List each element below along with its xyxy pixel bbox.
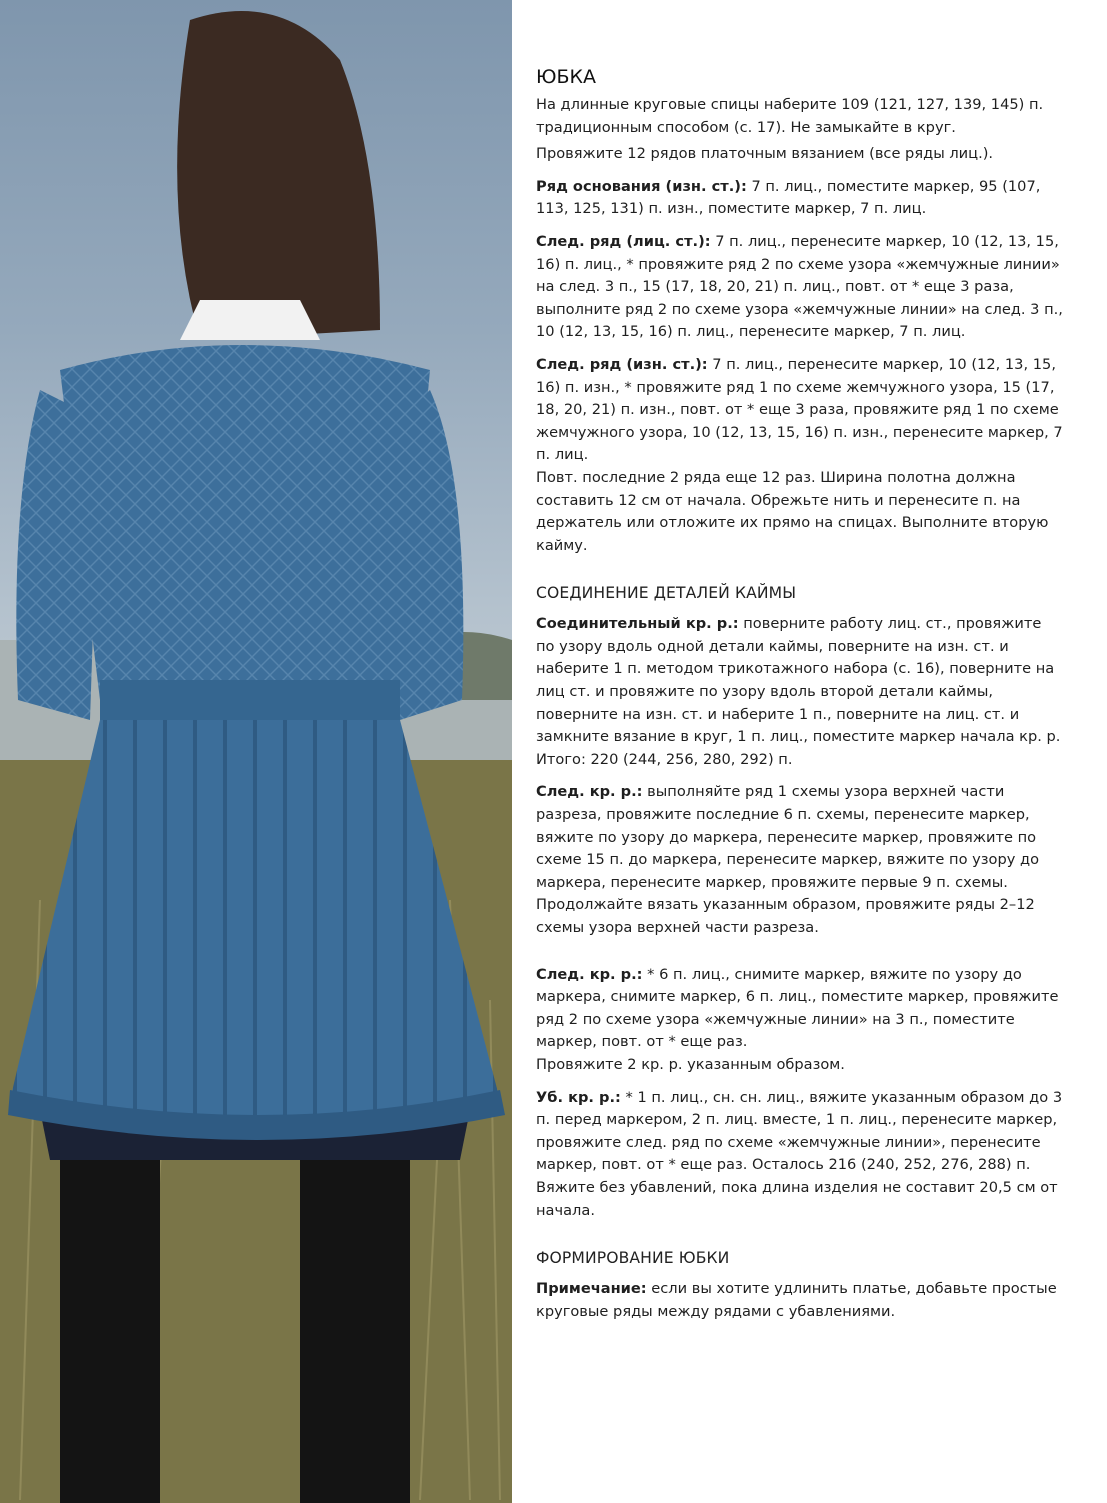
instruction-text: * 1 п. лиц., сн. сн. лиц., вяжите указанным образом до 3 п. перед маркером, 2 п. лиц. вместе, 1 п. лиц., перенесите маркер, провяжите след. ряд по схеме «жемчужные линии», перенесите маркер, повт. от * еще раз. Осталось 216 (240, 252, 276, 288) п. [536,1088,1063,1174]
instruction-lead: След. ряд (изн. ст.): [536,355,708,373]
join-no-dec: Вяжите без убавлений, пока длина изделия не составит 20,5 см от начала. [536,1178,1058,1219]
section-heading-skirt: ЮБКА [536,66,597,88]
pattern-text-column [536,62,1064,1323]
instruction-joining-round [536,613,1064,771]
join-continue: Продолжайте вязать указанным образом, провяжите ряды 2–12 схемы узора верхней части разреза. [536,896,1035,936]
skirt-repeat: Повт. последние 2 ряда еще 12 раз. Ширина полотна должна составить 12 см от начала. Обрежьте нить и перенесите п. на держатель или отложите их прямо на спицах. Выполните вторую кайму. [536,468,1049,554]
instruction-lead: След. кр. р.: [536,965,643,983]
instruction-text: 7 п. лиц., перенесите маркер, 10 (12, 13, 15, 16) п. изн., * провяжите ряд 1 по схеме жемчужного узора, 15 (17, 18, 20, 21) п. изн., повт. от * еще 3 раза, провяжите ряд 1 по схеме жемчужного узора, 10 (12, 13, 15, 16) п. изн., перенесите маркер, 7 п. лиц. [536,355,1063,464]
instruction-text: 7 п. лиц., перенесите маркер, 10 (12, 13, 15, 16) п. лиц., * провяжите ряд 2 по схеме узора «жемчужные линии» на след. 3 п., 15 (17, 18, 20, 21) п. лиц., повт. от * еще 3 раза, выполните ряд 2 по схеме узора «жемчужные линии» на след. 3 п., 10 (12, 13, 15, 16) п. лиц., перенесите маркер, 7 п. лиц. [536,232,1063,341]
instruction-next-round-2 [536,964,1064,1054]
instruction-next-row-ws [536,354,1064,467]
instruction-note [536,1278,1064,1323]
instruction-text: выполняйте ряд 1 схемы узора верхней части разреза, провяжите последние 6 п. схемы, перенесите маркер, вяжите по узору до маркера, перенесите маркер, провяжите по схеме 15 п. до маркера, перенесите маркер, вяжите по узору до маркера, перенесите маркер, провяжите первые 9 п. схемы. [536,783,1040,891]
section-heading-join: СОЕДИНЕНИЕ ДЕТАЛЕЙ КАЙМЫ [536,584,797,603]
instruction-dec-round [536,1087,1064,1177]
skirt-garter-rows: Провяжите 12 рядов платочным вязанием (все ряды лиц.). [536,145,994,163]
instruction-next-round-1 [536,781,1064,894]
right-leg [300,1150,410,1503]
tunic-yoke [60,345,430,700]
section-heading-shaping: ФОРМИРОВАНИЕ ЮБКИ [536,1249,730,1268]
instruction-text: если вы хотите удлинить платье, добавьте простые круговые ряды между рядами с убавлениями. [536,1280,1057,1320]
instruction-lead: Соединительный кр. р.: [536,615,739,633]
instruction-text: * 6 п. лиц., снимите маркер, вяжите по узору до маркера, снимите маркер, 6 п. лиц., поместите маркер, провяжите ряд 2 по схеме узора «жемчужные линии» на 3 п., поместите маркер, повт. от * еще раз. [536,965,1059,1051]
instruction-lead: След. ряд (лиц. ст.): [536,232,711,250]
instruction-text: поверните работу лиц. ст., провяжите по узору вдоль одной детали каймы, поверните на изн. ст. и наберите 1 п. методом трикотажного набора (с. 16), поверните на лиц ст. и провяжите по узору вдоль второй детали каймы, поверните на изн. ст. и наберите 1 п., поверните на лиц. ст. и замкните вязание в круг, 1 п. лиц., поместите маркер начала кр. р. Итого: 220 (244, 256, 280, 292) п. [536,615,1061,768]
instruction-lead: Примечание: [536,1280,647,1298]
photo-illustration [0,0,512,1503]
join-knit-two: Провяжите 2 кр. р. указанным образом. [536,1055,845,1073]
shirt-collar [180,300,320,340]
skirt-cast-on: На длинные круговые спицы наберите 109 (121, 127, 139, 145) п. традиционным способом (с. 17). Не замыкайте в круг. [536,96,1044,136]
instruction-lead: Уб. кр. р.: [536,1088,621,1106]
hair [177,11,380,340]
waist-band [100,680,400,720]
instruction-lead: След. кр. р.: [536,783,643,801]
model-photo [0,0,512,1503]
instruction-text: 7 п. лиц., поместите маркер, 95 (107, 113, 125, 131) п. изн., поместите маркер, 7 п. лиц. [536,177,1041,218]
left-leg [60,1150,160,1503]
instruction-base-row [536,176,1064,221]
instruction-next-row-rs [536,231,1064,344]
instruction-lead: Ряд основания (изн. ст.): [536,177,747,195]
